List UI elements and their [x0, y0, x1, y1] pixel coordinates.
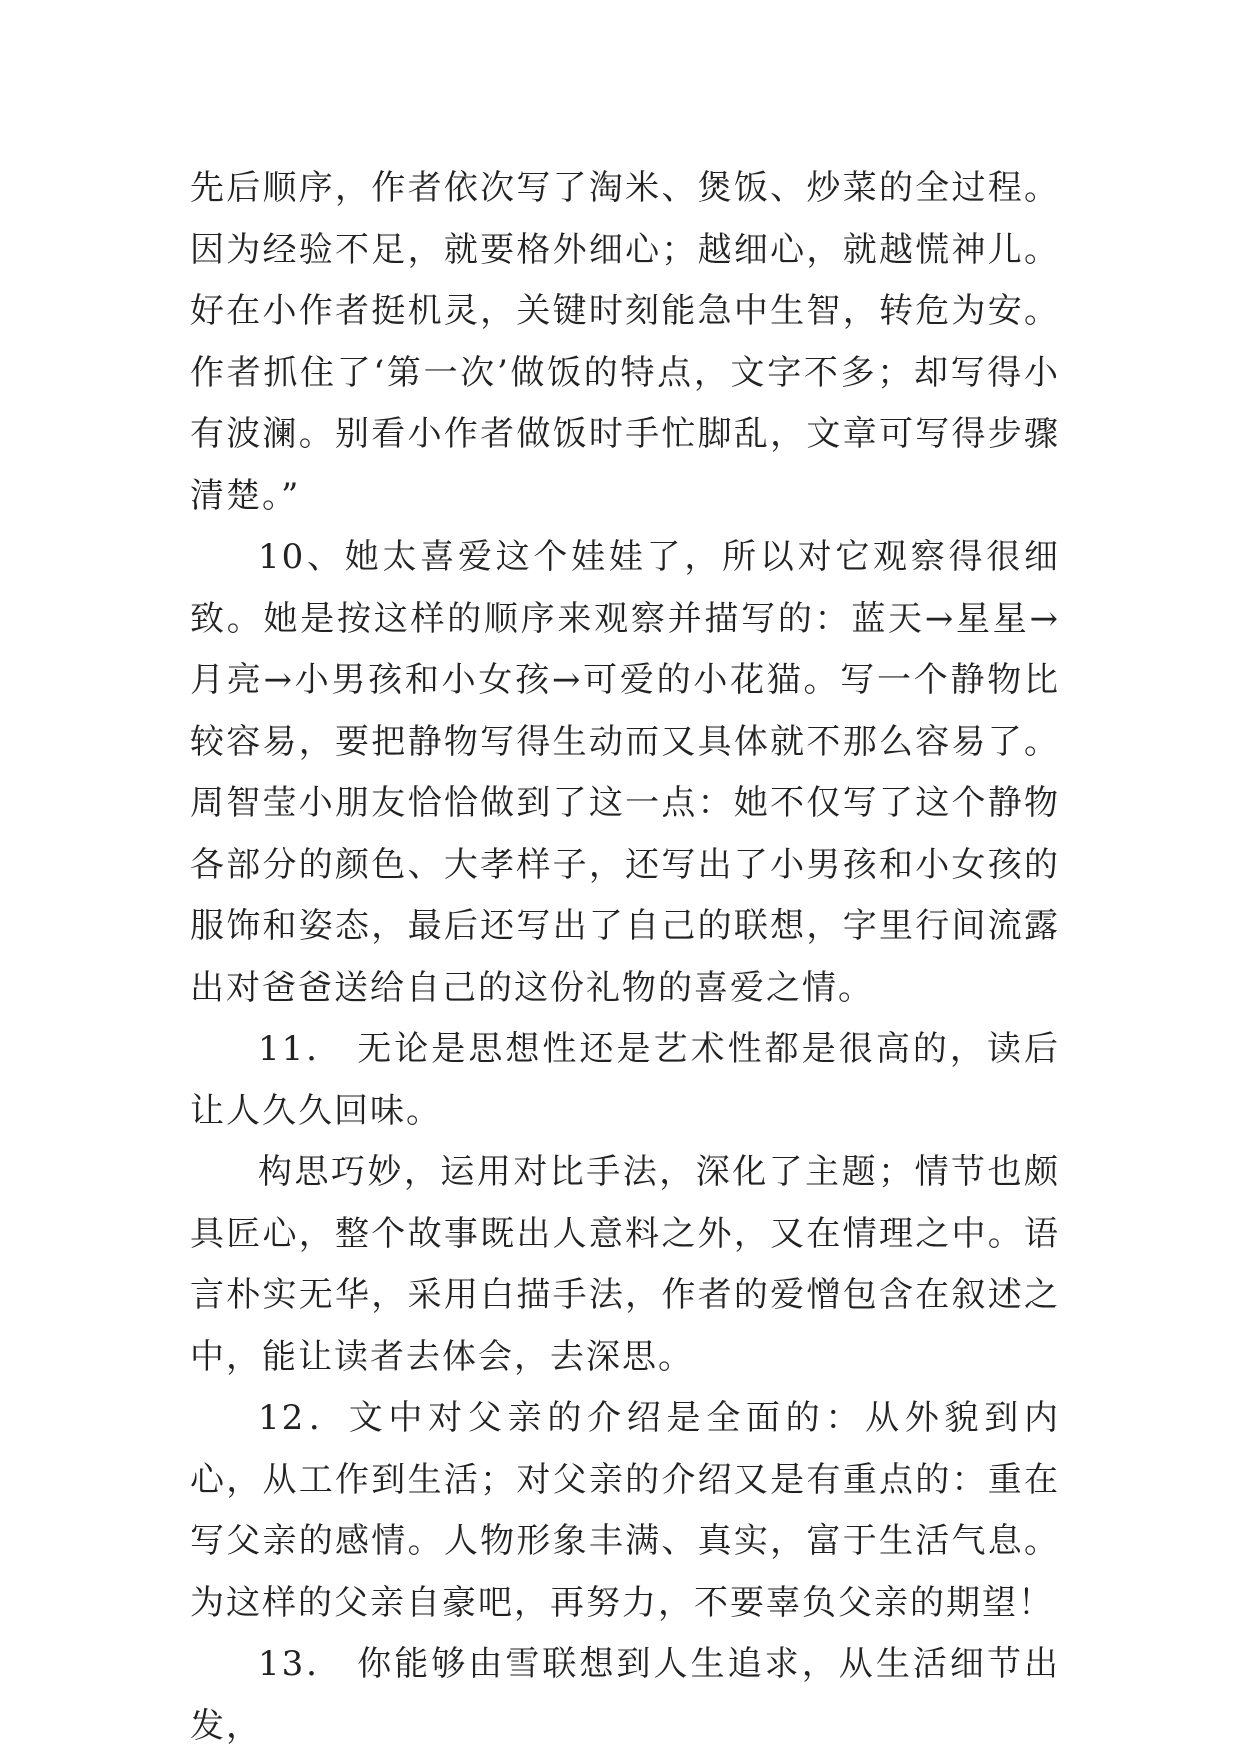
paragraph-11-comment: 构思巧妙，运用对比手法，深化了主题；情节也颇具匠心，整个故事既出人意料之外，又在情理之中。语言朴实无华，采用白描手法，作者的爱憎包含在叙述之中，能让读者去体会，去深思。 — [190, 1152, 1060, 1377]
paragraph-11: 11． 无论是思想性还是艺术性都是很高的，读后让人久久回味。 — [190, 1029, 1060, 1131]
paragraph-13: 13． 你能够由雪联想到人生追求，从生活细节出发， — [190, 1644, 1060, 1746]
paragraph-12: 12．文中对父亲的介绍是全面的：从外貌到内心，从工作到生活；对父亲的介绍又是有重点的：重在写父亲的感情。人物形象丰满、真实，富于生活气息。为这样的父亲自豪吧，再努力，不要辜负父亲的期望！ — [190, 1398, 1060, 1623]
paragraph-10: 10、她太喜爱这个娃娃了，所以对它观察得很细致。她是按这样的顺序来观察并描写的：蓝天→星星→月亮→小男孩和小女孩→可爱的小花猫。写一个静物比较容易，要把静物写得生动而又具体就不那么容易了。周智莹小朋友恰恰做到了这一点：她不仅写了这个静物各部分的颜色、大孝样子，还写出了小男孩和小女孩的服饰和姿态，最后还写出了自己的联想，字里行间流露出对爸爸送给自己的这份礼物的喜爱之情。 — [190, 537, 1060, 1008]
paragraph-continued: 先后顺序，作者依次写了淘米、煲饭、炒菜的全过程。因为经验不足，就要格外细心；越细心，就越慌神儿。好在小作者挺机灵，关键时刻能急中生智，转危为安。作者抓住了‘第一次’做饭的特点，文字不多；却写得小有波澜。别看小作者做饭时手忙脚乱，文章可写得步骤清楚。” — [190, 168, 1060, 516]
document-body — [190, 158, 1060, 1757]
